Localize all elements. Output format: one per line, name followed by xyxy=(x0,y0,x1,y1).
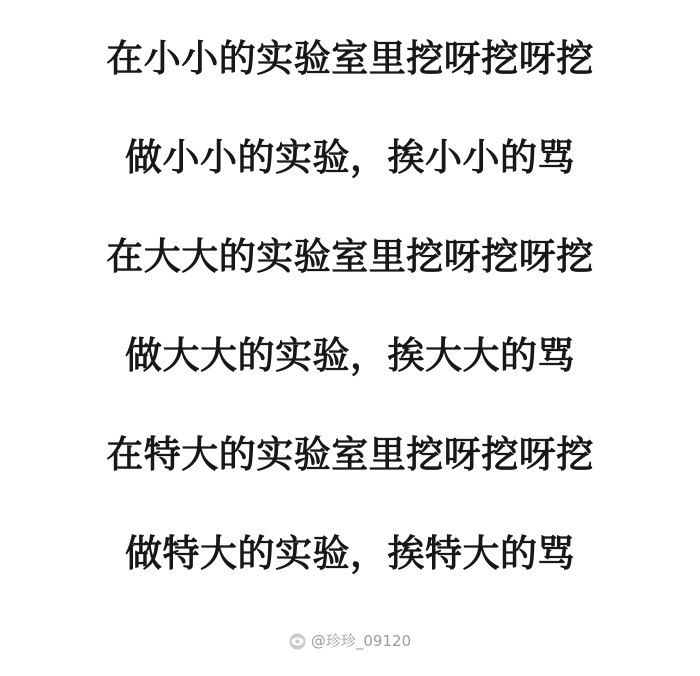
weibo-eye-icon xyxy=(289,633,306,650)
lyric-line: 做小小的实验，挨小小的骂 xyxy=(125,136,575,179)
lyrics-block xyxy=(0,34,700,575)
lyric-line: 做大大的实验，挨大大的骂 xyxy=(125,334,575,377)
lyric-line: 做特大的实验，挨特大的骂 xyxy=(125,532,575,575)
lyric-line: 在大大的实验室里挖呀挖呀挖 xyxy=(106,235,594,278)
watermark-text: @珍珍_09120 xyxy=(310,632,412,650)
lyric-line: 在特大的实验室里挖呀挖呀挖 xyxy=(106,433,594,476)
lyric-line: 在小小的实验室里挖呀挖呀挖 xyxy=(106,37,594,80)
watermark xyxy=(0,633,700,650)
